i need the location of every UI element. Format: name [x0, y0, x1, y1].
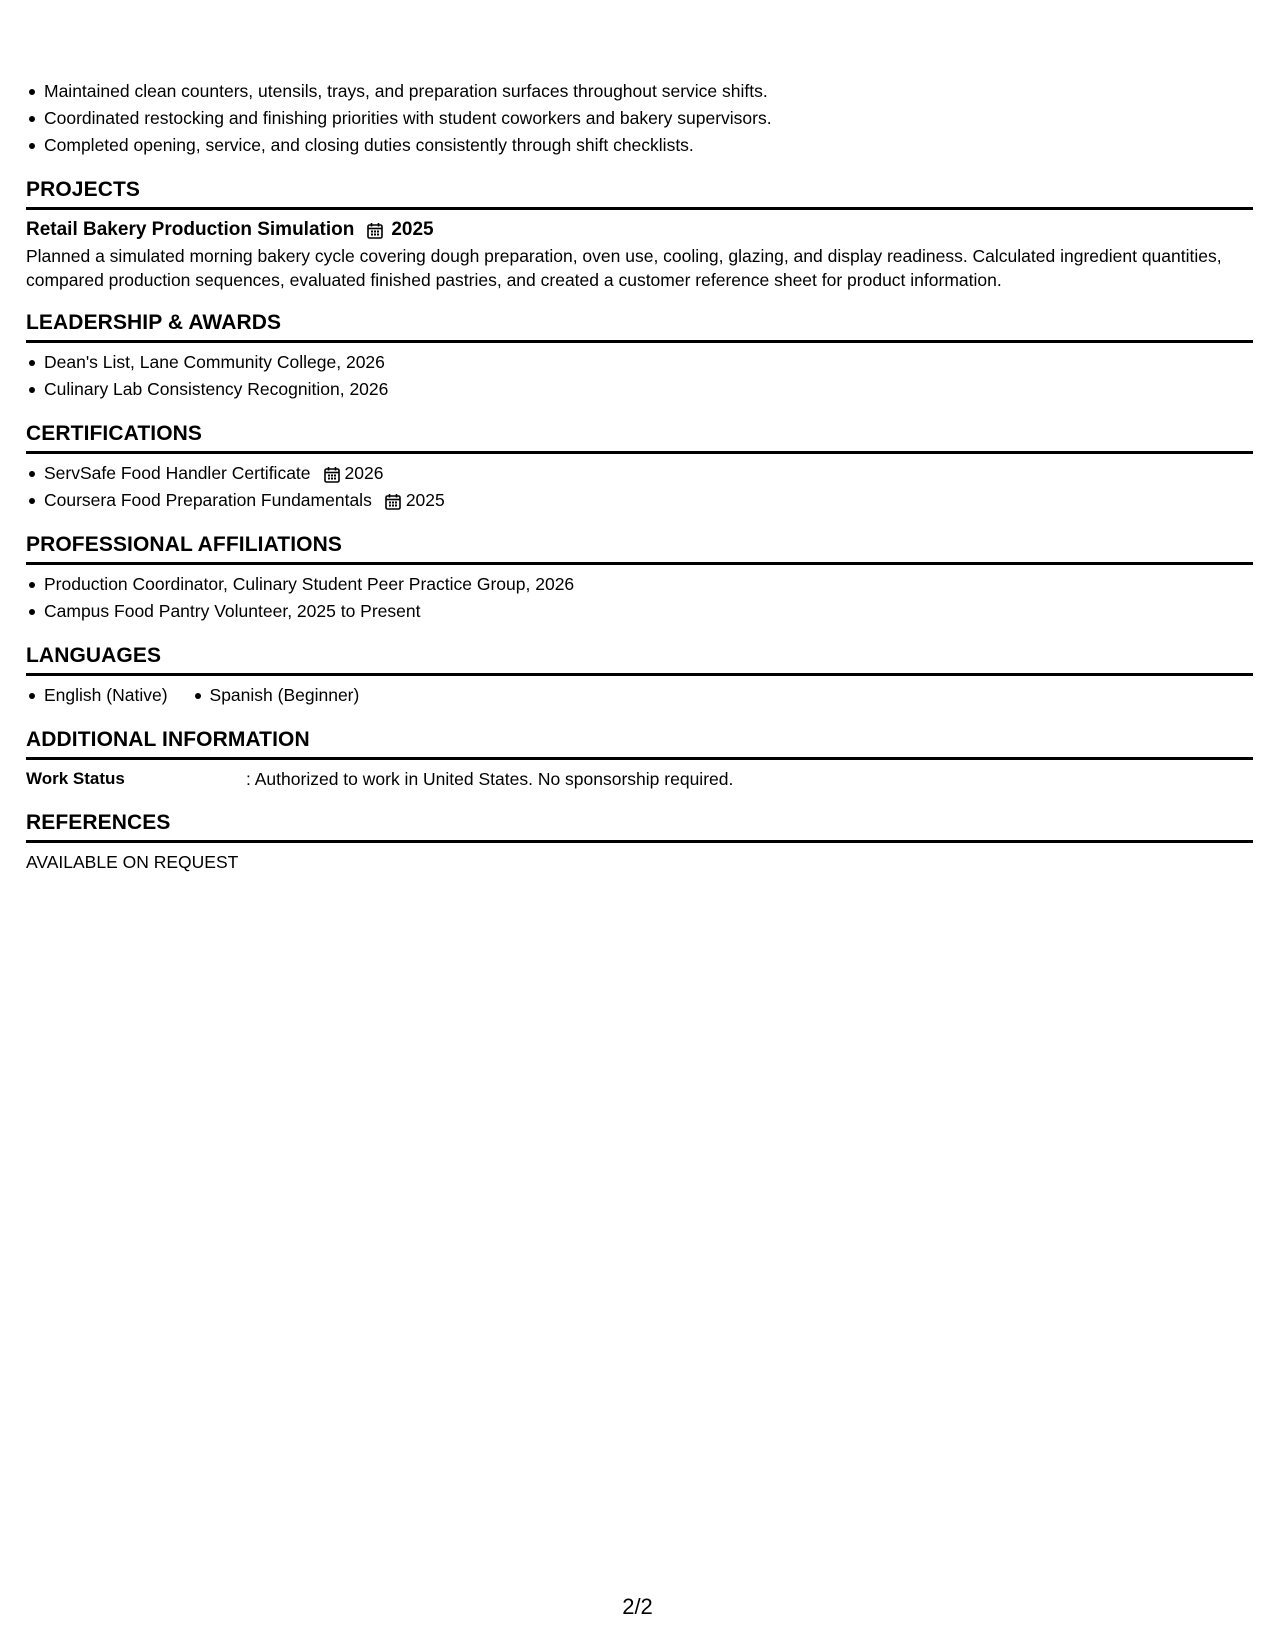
- section-heading: ADDITIONAL INFORMATION: [26, 727, 1253, 760]
- info-value: : Authorized to work in United States. No sponsorship required.: [246, 769, 734, 789]
- list-item: Production Coordinator, Culinary Student Peer Practice Group, 2026: [26, 571, 1253, 598]
- list-item: [26, 460, 1253, 487]
- leadership-list: [26, 349, 1253, 403]
- list-item: Completed opening, service, and closing duties consistently through shift checklists.: [26, 132, 1253, 159]
- section-heading: PROJECTS: [26, 177, 1253, 210]
- resume-page: [26, 78, 1253, 875]
- calendar-icon: [366, 221, 384, 239]
- references-section: [26, 810, 1253, 875]
- list-item: Dean's List, Lane Community College, 2026: [26, 349, 1253, 376]
- languages-list: [26, 682, 1253, 709]
- leadership-section: [26, 310, 1253, 403]
- certifications-section: [26, 421, 1253, 514]
- affiliations-list: [26, 571, 1253, 625]
- experience-bullets: [26, 78, 1253, 159]
- info-label: Work Status: [26, 769, 125, 788]
- project-description: Planned a simulated morning bakery cycle covering dough preparation, oven use, cooling, glazing, and display readiness. Calculated ingredient quantities, compared production sequences, evaluated finished pastries, and created a customer reference sheet for product information.: [26, 246, 1222, 290]
- list-item: Maintained clean counters, utensils, trays, and preparation surfaces throughout service shifts.: [26, 78, 1253, 105]
- calendar-icon: [323, 465, 341, 483]
- page-number: 2/2: [622, 1594, 653, 1619]
- additional-info-section: [26, 727, 1253, 792]
- work-status-row: [26, 766, 1253, 792]
- certification-year: 2026: [344, 463, 384, 483]
- list-item: Spanish (Beginner): [192, 682, 360, 709]
- affiliations-section: [26, 532, 1253, 625]
- certification-name: ServSafe Food Handler Certificate: [44, 463, 311, 483]
- section-heading: CERTIFICATIONS: [26, 421, 1253, 454]
- project-year: 2025: [391, 219, 434, 240]
- certification-name: Coursera Food Preparation Fundamentals: [44, 490, 372, 510]
- project-header: [26, 216, 1253, 244]
- section-heading: PROFESSIONAL AFFILIATIONS: [26, 532, 1253, 565]
- section-heading: REFERENCES: [26, 810, 1253, 843]
- languages-section: [26, 643, 1253, 709]
- certifications-list: [26, 460, 1253, 514]
- list-item: [26, 487, 1253, 514]
- list-item: Campus Food Pantry Volunteer, 2025 to Present: [26, 598, 1253, 625]
- list-item: English (Native): [26, 682, 168, 709]
- section-heading: LEADERSHIP & AWARDS: [26, 310, 1253, 343]
- list-item: Coordinated restocking and finishing priorities with student coworkers and bakery supervisors.: [26, 105, 1253, 132]
- projects-section: [26, 177, 1253, 292]
- calendar-icon: [384, 492, 402, 510]
- list-item: Culinary Lab Consistency Recognition, 2026: [26, 376, 1253, 403]
- references-text: AVAILABLE ON REQUEST: [26, 852, 239, 872]
- certification-year: 2025: [405, 490, 445, 510]
- project-title: Retail Bakery Production Simulation: [26, 219, 355, 240]
- section-heading: LANGUAGES: [26, 643, 1253, 676]
